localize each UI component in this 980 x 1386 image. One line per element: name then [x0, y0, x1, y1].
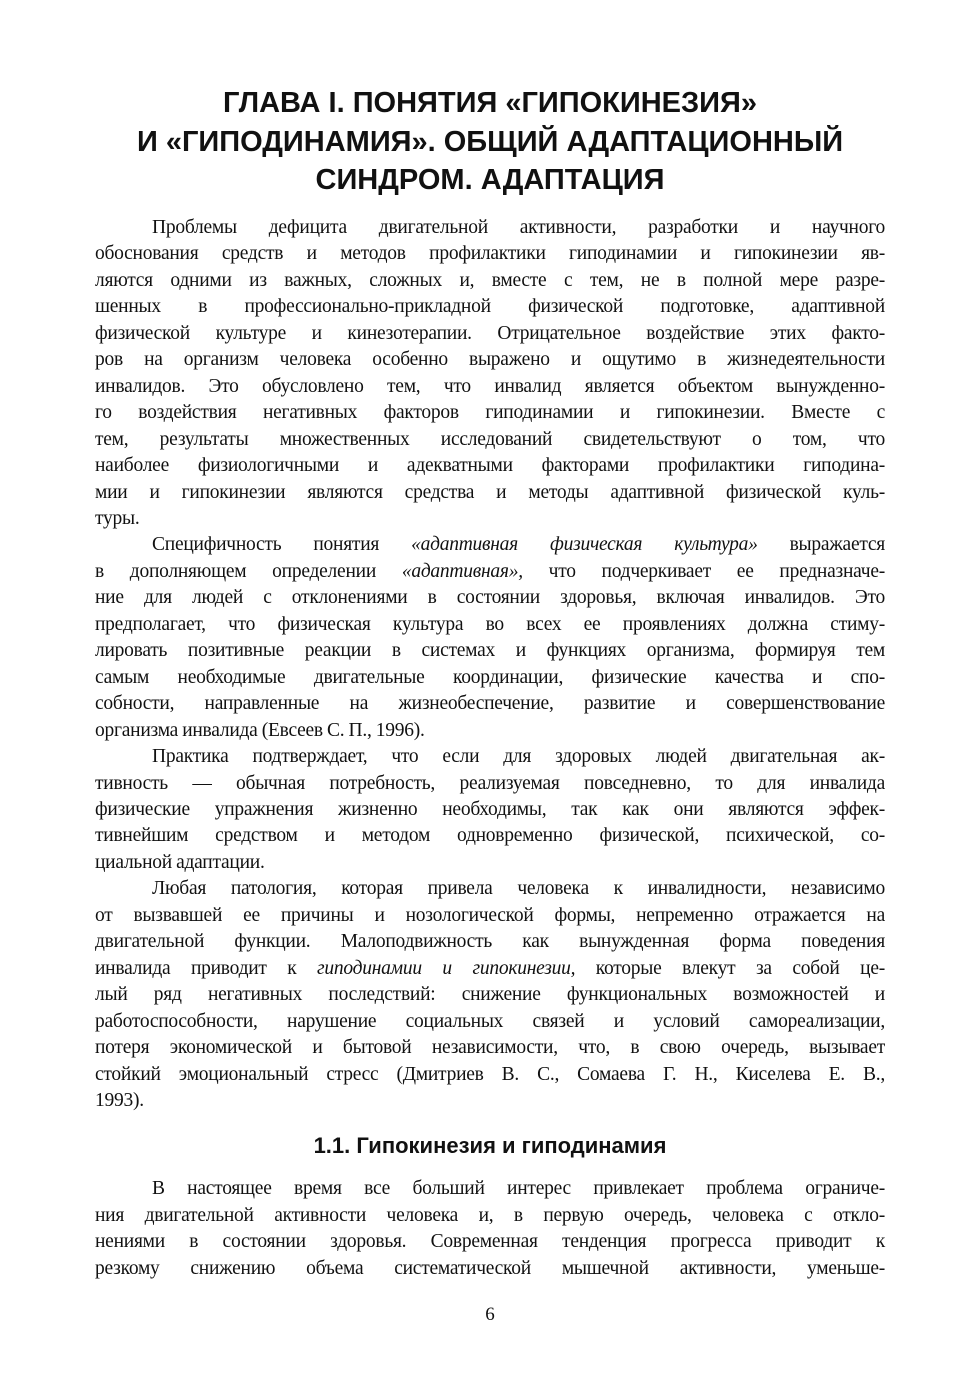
text-line — [95, 1229, 885, 1255]
text-segment: собности, направленные на жизнеобеспечение, развитие и совершенствование — [95, 693, 885, 715]
text-segment: организма инвалида (Евсеев С. П., 1996). — [95, 719, 425, 741]
text-line — [95, 691, 885, 717]
text-segment: Любая патология, которая привела человека к инвалидности, независимо — [152, 878, 885, 900]
text-line — [95, 215, 885, 241]
text-segment: стойкий эмоциональный стресс (Дмитриев В. С., Сомаева Г. Н., Киселева Е. В., — [95, 1063, 885, 1085]
paragraph — [95, 215, 885, 532]
text-line — [95, 771, 885, 797]
text-segment: обоснования средств и методов профилактики гиподинамии и гипокинезии яв- — [95, 243, 885, 265]
text-segment: резкому снижению объема систематической мышечной активности, уменьше- — [95, 1257, 885, 1279]
text-line — [95, 823, 885, 849]
text-segment: 1993). — [95, 1089, 144, 1111]
text-line — [95, 1062, 885, 1088]
text-segment: циальной адаптации. — [95, 851, 265, 873]
paragraph — [95, 532, 885, 744]
paragraph — [95, 876, 885, 1114]
text-segment: ние для людей с отклонениями в состоянии здоровья, включая инвалидов. Это — [95, 587, 885, 609]
text-line — [95, 797, 885, 823]
text-segment: двигательной функции. Малоподвижность как вынужденная форма поведения — [95, 931, 885, 953]
text-segment: мии и гипокинезии являются средства и методы адаптивной физической куль- — [95, 481, 885, 503]
section-heading: 1.1. Гипокинезия и гиподинамия — [313, 1133, 667, 1159]
italic-term: гиподинамии и гипокинезии, — [317, 957, 576, 979]
text-line — [95, 1035, 885, 1061]
text-segment: го воздействия негативных факторов гиподинамии и гипокинезии. Вместе с — [95, 402, 885, 424]
text-line — [95, 400, 885, 426]
chapter-title-line: ГЛАВА I. ПОНЯТИЯ «ГИПОКИНЕЗИЯ» — [223, 87, 757, 119]
text-segment: самым необходимые двигательные координации, физические качества и спо- — [95, 666, 885, 688]
chapter-title-line: СИНДРОМ. АДАПТАЦИЯ — [315, 164, 665, 196]
text-segment: шенных в профессионально-прикладной физической подготовке, адаптивной — [95, 296, 885, 318]
text-segment: ния двигательной активности человека и, в первую очередь, человека с откло- — [95, 1204, 885, 1226]
text-line — [95, 294, 885, 320]
text-segment: которые влекут за собой це- — [575, 957, 885, 979]
chapter-title — [0, 84, 980, 200]
text-segment: инвалидов. Это обусловлено тем, что инвалид является объектом вынужденно- — [95, 375, 885, 397]
text-line — [95, 744, 885, 770]
paragraph — [95, 1176, 885, 1282]
text-line — [95, 1088, 885, 1114]
text-line — [95, 1203, 885, 1229]
chapter-title-line: И «ГИПОДИНАМИЯ». ОБЩИЙ АДАПТАЦИОННЫЙ — [136, 125, 844, 158]
text-line — [95, 850, 885, 876]
page-body — [95, 215, 885, 1282]
text-segment: инвалида приводит к — [95, 957, 318, 979]
text-segment: в дополняющем определении — [95, 560, 402, 582]
text-segment: что подчеркивает ее предназначе- — [522, 560, 885, 582]
text-segment: физические упражнения жизненно необходимы, так как они являются эффек- — [95, 798, 885, 820]
text-line — [95, 665, 885, 691]
text-line — [95, 532, 885, 558]
text-segment: тивнейшим средством и методом одновременно физической, психической, со- — [95, 825, 885, 847]
text-segment: выражается — [757, 534, 885, 556]
text-segment: ляются одними из важных, сложных и, вместе с тем, не в полной мере разре- — [95, 269, 885, 291]
text-line — [95, 718, 885, 744]
text-line — [95, 374, 885, 400]
text-line — [95, 559, 885, 585]
text-segment: наиболее физиологичными и адекватными факторами профилактики гиподина- — [95, 455, 885, 477]
text-segment: лировать позитивные реакции в системах и функциях организма, формируя тем — [95, 640, 885, 662]
text-segment: физической культуре и кинезотерапии. Отрицательное воздействие этих факто- — [95, 322, 885, 344]
text-line — [95, 1009, 885, 1035]
text-segment: тем, результаты множественных исследований свидетельствуют о том, что — [95, 428, 885, 450]
text-segment: тивность — обычная потребность, реализуемая повседневно, то для инвалида — [95, 772, 885, 794]
text-segment: предполагает, что физическая культура во всех ее проявлениях должна стиму- — [95, 613, 885, 635]
text-line — [95, 1176, 885, 1202]
text-line — [95, 241, 885, 267]
text-segment: лый ряд негативных последствий: снижение функциональных возможностей и — [95, 984, 885, 1006]
text-segment: туры. — [95, 507, 140, 529]
text-line — [95, 903, 885, 929]
text-line — [95, 1256, 885, 1282]
text-line — [95, 638, 885, 664]
text-segment: Проблемы дефицита двигательной активности, разработки и научного — [152, 217, 885, 238]
italic-term: «адаптивная физическая культура» — [411, 534, 758, 556]
text-line — [95, 982, 885, 1008]
page-number: 6 — [485, 1304, 495, 1325]
text-line — [95, 506, 885, 532]
text-line — [95, 956, 885, 982]
text-line — [95, 453, 885, 479]
text-line — [95, 612, 885, 638]
text-segment: от вызвавшей ее причины и нозологической формы, непременно отражается на — [95, 904, 885, 926]
text-segment: В настоящее время все больший интерес привлекает проблема ограниче- — [152, 1178, 885, 1200]
text-segment: потеря экономической и бытовой независимости, что, в свою очередь, вызывает — [95, 1037, 885, 1059]
text-segment: Практика подтверждает, что если для здоровых людей двигательная ак- — [152, 746, 885, 768]
text-line — [95, 427, 885, 453]
text-line — [95, 347, 885, 373]
text-line — [95, 585, 885, 611]
text-line — [95, 876, 885, 902]
text-line — [95, 321, 885, 347]
text-segment: работоспособности, нарушение социальных связей и условий самореализации, — [95, 1010, 885, 1032]
text-line — [95, 480, 885, 506]
paragraph — [95, 744, 885, 876]
text-segment: Специфичность понятия — [152, 534, 412, 556]
text-line — [95, 268, 885, 294]
italic-term: «адаптивная», — [401, 560, 523, 582]
text-line — [95, 929, 885, 955]
text-segment: ров на организм человека особенно выражено и ощутимо в жизнедеятельности — [95, 349, 885, 371]
text-segment: нениями в состоянии здоровья. Современная тенденция прогресса приводит к — [95, 1231, 885, 1253]
